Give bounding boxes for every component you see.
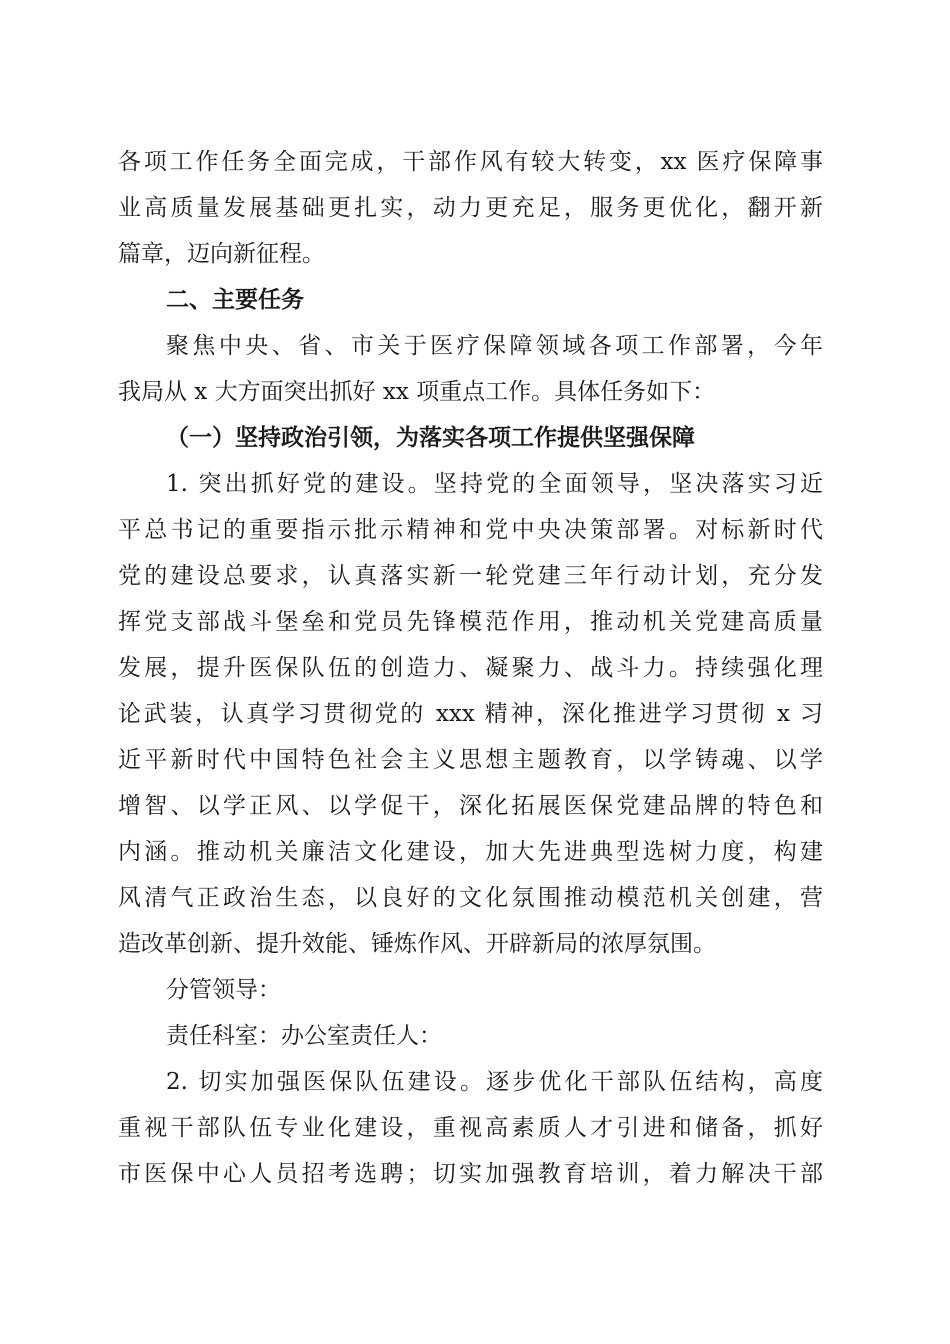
paragraph-line: 党的建设总要求，认真落实新一轮党建三年行动计划，充分发 [118,563,823,589]
paragraph-line: 聚焦中央、省、市关于医疗保障领域各项工作部署，今年 [166,333,823,359]
paragraph-line: 内涵。推动机关廉洁文化建设，加大先进典型选树力度，构建 [118,839,823,865]
paragraph-line: 各项工作任务全面完成，干部作风有较大转变，xx 医疗保障事 [118,149,823,175]
paragraph-line: 1. 突出抓好党的建设。坚持党的全面领导，坚决落实习近 [166,471,823,497]
paragraph-line: 平总书记的重要指示批示精神和党中央决策部署。对标新时代 [118,517,823,543]
paragraph-line: 发展，提升医保队伍的创造力、凝聚力、战斗力。持续强化理 [118,655,823,681]
paragraph-line: 2. 切实加强医保队伍建设。逐步优化干部队伍结构，高度 [166,1069,823,1095]
paragraph-line: 挥党支部战斗堡垒和党员先锋模范作用，推动机关党建高质量 [118,609,823,635]
subsection-heading: （一）坚持政治引领，为落实各项工作提供坚强保障 [166,424,695,451]
section-heading: 二、主要任务 [166,287,304,313]
paragraph-line: 我局从 x 大方面突出抓好 xx 项重点工作。具体任务如下： [118,379,716,405]
leader-field: 分管领导： [166,977,281,1003]
paragraph-line: 近平新时代中国特色社会主义思想主题教育，以学铸魂、以学 [118,747,823,773]
paragraph-line: 重视干部队伍专业化建设，重视高素质人才引进和储备，抓好 [118,1115,823,1141]
office-field: 责任科室：办公室责任人： [166,1023,442,1049]
paragraph-line: 造改革创新、提升效能、锤炼作风、开辟新局的浓厚氛围。 [118,931,716,957]
paragraph-line: 业高质量发展基础更扎实，动力更充足，服务更优化，翻开新 [118,195,823,221]
document-body [118,139,823,1197]
paragraph-line: 篇章，迈向新征程。 [118,241,325,267]
paragraph-line: 风清气正政治生态，以良好的文化氛围推动模范机关创建，营 [118,885,823,911]
paragraph-line: 市医保中心人员招考选聘；切实加强教育培训，着力解决干部 [118,1161,823,1187]
paragraph-line: 论武装，认真学习贯彻党的 xxx 精神，深化推进学习贯彻 x 习 [118,701,823,727]
paragraph-line: 增智、以学正风、以学促干，深化拓展医保党建品牌的特色和 [118,793,823,819]
